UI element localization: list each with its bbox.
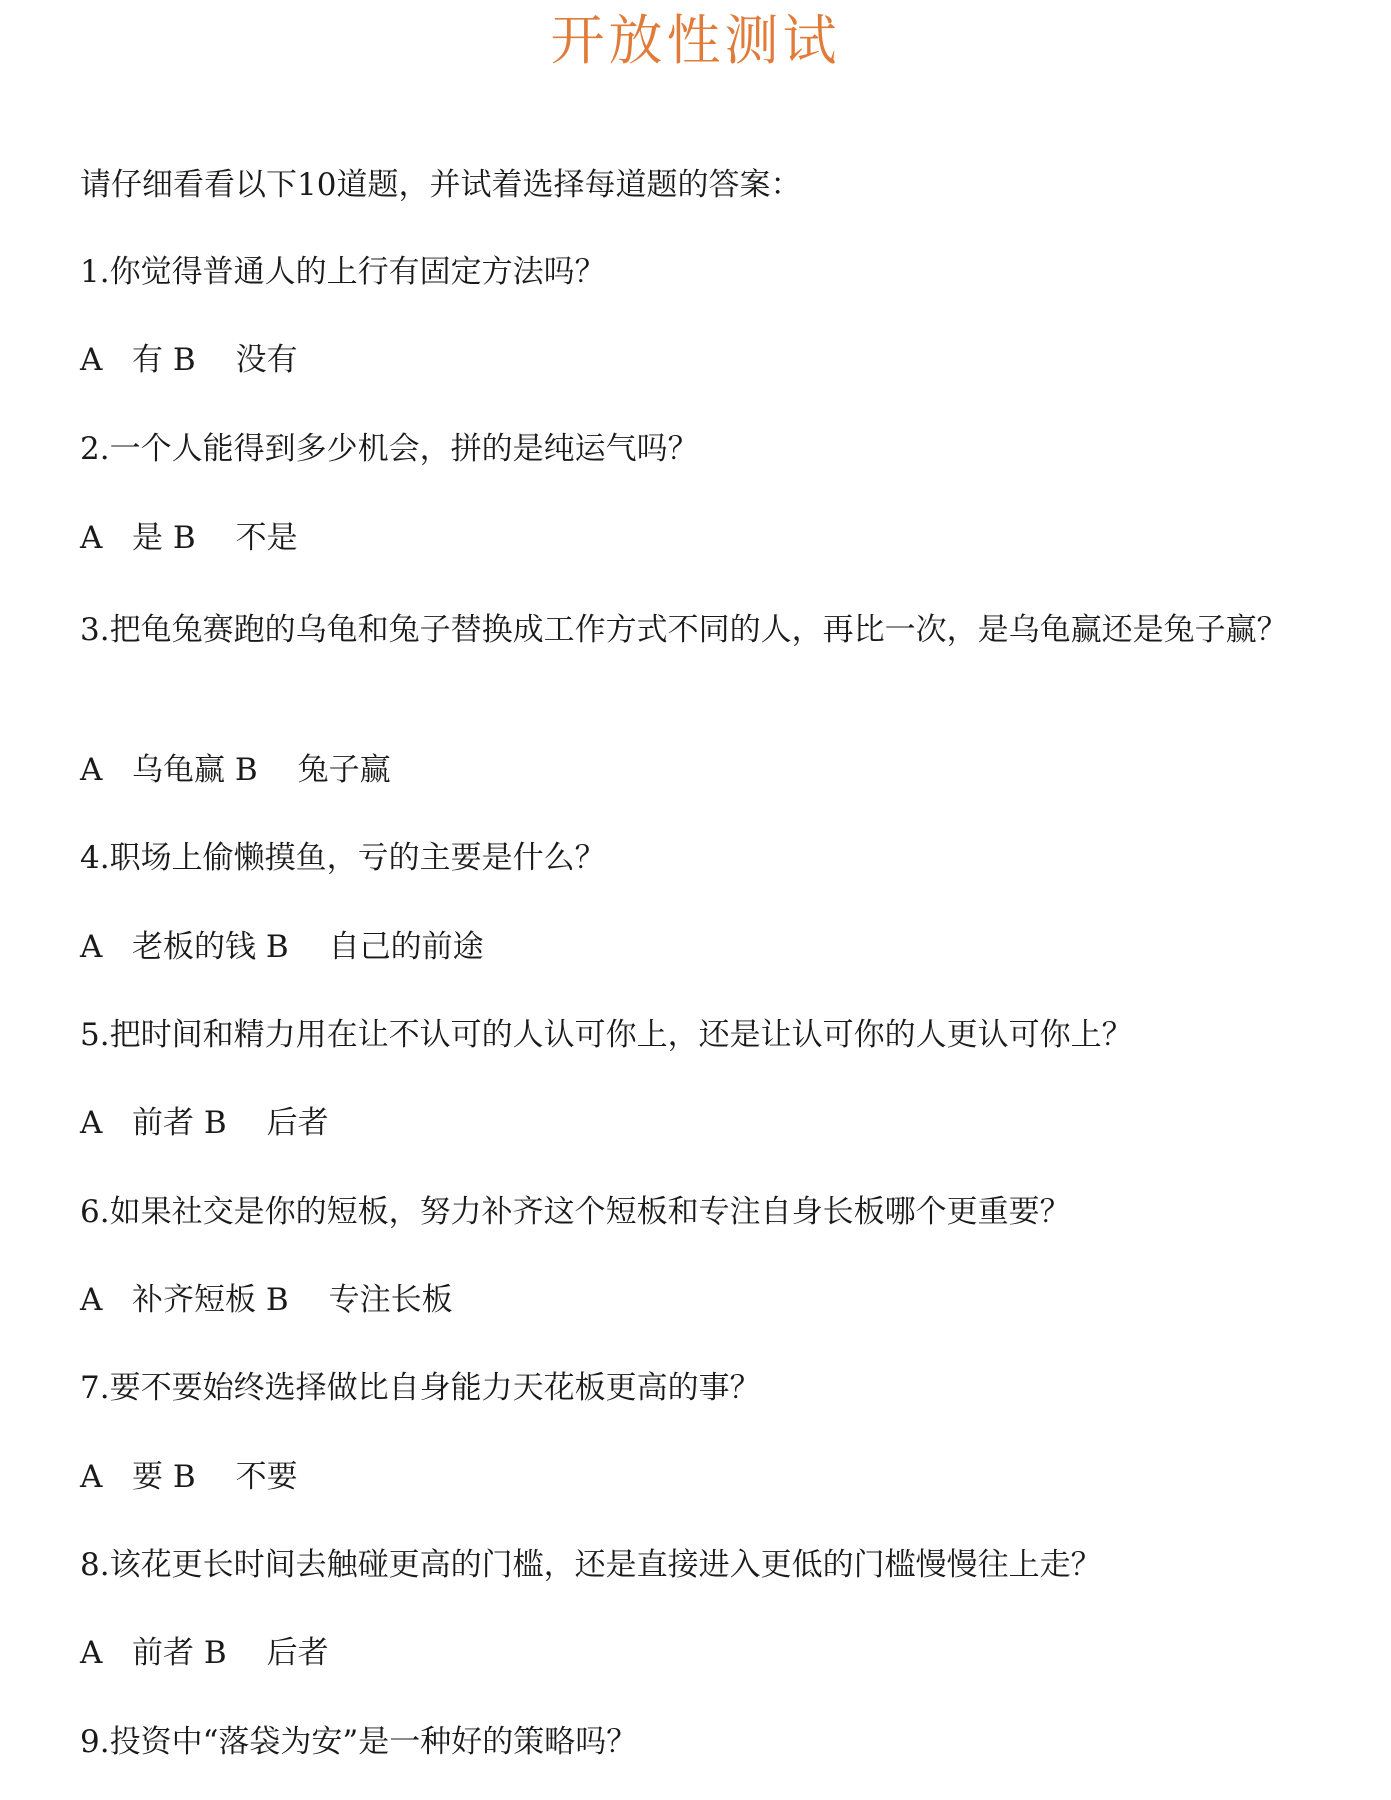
option-a-label: A (80, 929, 103, 965)
answer-options-7 (80, 1457, 298, 1497)
option-b-label: B (265, 1282, 289, 1318)
option-b-label: B (203, 1635, 227, 1671)
question-2: 2.一个人能得到多少机会，拼的是纯运气吗？ (80, 431, 699, 467)
answer-options-6 (80, 1280, 453, 1320)
question-3: 3.把龟兔赛跑的乌龟和兔子替换成工作方式不同的人，再比一次，是乌龟赢还是兔子赢？ (80, 612, 1288, 648)
option-a-text: 前者 (132, 1635, 194, 1671)
option-a-label: A (80, 1635, 103, 1671)
option-a-text: 是 (132, 520, 163, 556)
answer-options-4 (80, 927, 484, 967)
intro-text: 请仔细看看以下10道题，并试着选择每道题的答案： (80, 167, 802, 203)
option-a-label: A (80, 1105, 103, 1141)
option-a-label: A (80, 1282, 103, 1318)
question-7: 7.要不要始终选择做比自身能力天花板更高的事？ (80, 1370, 761, 1406)
option-b-label: B (234, 752, 258, 788)
question-4: 4.职场上偷懒摸鱼，亏的主要是什么？ (80, 840, 606, 876)
option-b-label: B (172, 520, 196, 556)
option-a-label: A (80, 752, 103, 788)
question-9: 9.投资中“落袋为安”是一种好的策略吗？ (80, 1724, 638, 1760)
option-b-label: B (265, 929, 289, 965)
question-5: 5.把时间和精力用在让不认可的人认可你上，还是让认可你的人更认可你上？ (80, 1017, 1133, 1053)
option-b-text: 不是 (235, 520, 298, 556)
answer-options-5 (80, 1103, 329, 1143)
answer-options-8 (80, 1633, 329, 1673)
option-a-label: A (80, 342, 103, 378)
question-1: 1.你觉得普通人的上行有固定方法吗？ (80, 254, 606, 290)
option-b-text: 没有 (235, 342, 298, 378)
option-a-text: 老板的钱 (132, 929, 256, 965)
question-6: 6.如果社交是你的短板，努力补齐这个短板和专注自身长板哪个更重要？ (80, 1194, 1071, 1230)
option-a-text: 要 (132, 1459, 163, 1495)
option-b-text: 后者 (266, 1105, 329, 1141)
option-a-label: A (80, 520, 103, 556)
document-title: 开放性测试 (550, 9, 841, 72)
answer-options-2 (80, 518, 298, 558)
option-b-text: 兔子赢 (297, 752, 391, 788)
option-a-label: A (80, 1459, 103, 1495)
option-a-text: 有 (132, 342, 163, 378)
option-a-text: 前者 (132, 1105, 194, 1141)
option-b-label: B (172, 342, 196, 378)
option-b-text: 自己的前途 (328, 929, 484, 965)
option-a-text: 乌龟赢 (132, 752, 225, 788)
answer-options-3 (80, 750, 391, 790)
option-b-text: 不要 (235, 1459, 298, 1495)
option-b-text: 专注长板 (328, 1282, 453, 1318)
option-a-text: 补齐短板 (132, 1282, 256, 1318)
answer-options-1 (80, 340, 298, 380)
option-b-label: B (203, 1105, 227, 1141)
option-b-text: 后者 (266, 1635, 329, 1671)
option-b-label: B (172, 1459, 196, 1495)
question-8: 8.该花更长时间去触碰更高的门槛，还是直接进入更低的门槛慢慢往上走？ (80, 1547, 1102, 1583)
